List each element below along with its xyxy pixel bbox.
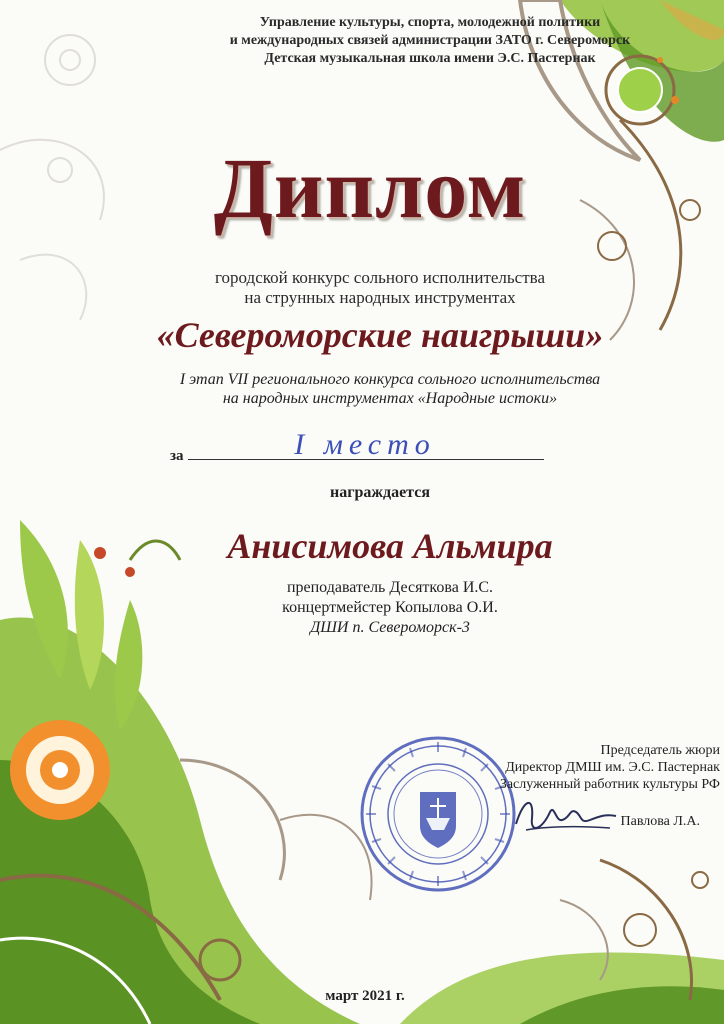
organization-header [130,14,724,68]
winner-name: Анисимова Альмира [227,526,553,566]
jury-role-3: Заслуженный работник культуры РФ [499,777,720,792]
contest-stage [110,370,670,408]
jury-role-1: Председатель жюри [600,743,720,758]
jury-chair-name: Павлова Л.А. [620,814,700,829]
org-line-2: и международных связей администрации ЗАТО г. Североморск [229,33,631,48]
contest-line-1: городской конкурс сольного исполнительства [215,268,545,287]
jury-role-2: Директор ДМШ им. Э.С. Пастернак [505,760,720,775]
awarded-label: награждается [330,484,430,501]
top-left-swirls [0,35,104,320]
stage-line-2: на народных инструментах «Народные истоки» [222,390,558,407]
teachers-block [220,578,560,638]
jury-block [440,742,720,793]
contest-line-2: на струнных народных инструментах [244,288,516,307]
accompanist-name: концертмейстер Копылова О.И. [282,599,498,616]
teacher-name: преподаватель Десяткова И.С. [286,579,494,596]
award-place: I место [294,428,436,461]
contest-description [130,268,630,308]
diploma-title: Диплом [213,140,527,236]
school-name: ДШИ п. Североморск-3 [310,619,470,636]
stage-line-1: I этап VII регионального конкурса сольного исполнительства [179,371,601,388]
issue-date: март 2021 г. [325,988,405,1004]
contest-name: «Североморские наигрыши» [156,315,604,355]
award-prefix: за [170,448,184,464]
org-line-3: Детская музыкальная школа имени Э.С. Пастернак [264,51,596,66]
org-line-1: Управление культуры, спорта, молодежной политики [259,15,601,30]
